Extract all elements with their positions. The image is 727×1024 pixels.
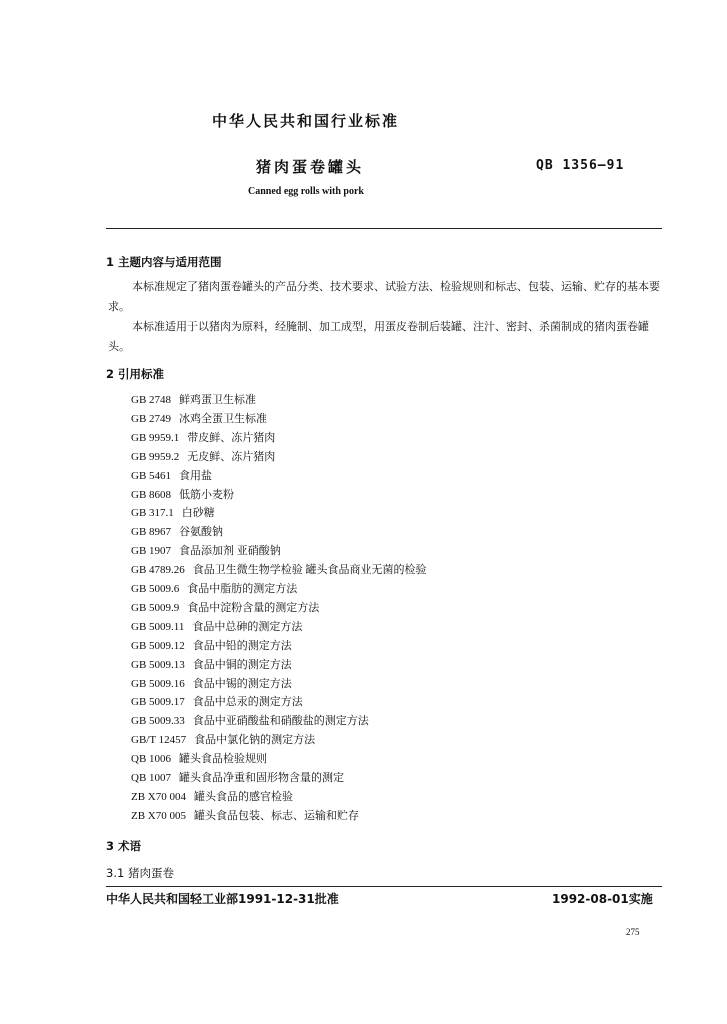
reference-code: GB 2749	[131, 412, 172, 425]
reference-code: GB/T 12457	[131, 734, 187, 747]
approval-statement: 中华人民共和国轻工业部1991-12-31批准	[106, 892, 339, 906]
reference-code: QB 1007	[131, 772, 172, 784]
reference-item	[131, 807, 359, 823]
document-code: QB 1356—91	[536, 158, 625, 173]
reference-name: 鲜鸡蛋卫生标准	[179, 394, 257, 406]
footer-divider	[106, 886, 662, 887]
reference-item	[131, 429, 275, 445]
reference-name: 罐头食品的感官检验	[194, 790, 293, 803]
reference-name: 食品中总汞的测定方法	[192, 696, 303, 709]
reference-item	[131, 504, 215, 520]
reference-code: GB 9959.2	[131, 450, 180, 463]
reference-item	[131, 731, 315, 747]
reference-item	[131, 750, 267, 766]
reference-code: GB 5009.33	[131, 715, 185, 728]
reference-item	[131, 448, 275, 464]
reference-code: QB 1006	[131, 753, 172, 766]
reference-name: 食品中铜的测定方法	[192, 658, 292, 671]
reference-code: ZB X70 004	[131, 790, 186, 803]
reference-item	[131, 637, 292, 653]
reference-code: GB 5009.11	[131, 620, 185, 633]
reference-item	[131, 712, 369, 728]
reference-name: 谷氨酸钠	[179, 526, 224, 539]
reference-code: GB 5009.16	[131, 677, 185, 690]
reference-item	[131, 693, 303, 709]
reference-name: 食品中氯化钠的测定方法	[194, 734, 316, 747]
reference-code: GB 5009.13	[131, 658, 185, 671]
reference-item	[131, 391, 256, 407]
reference-item	[131, 542, 281, 558]
reference-name: 低筋小麦粉	[179, 488, 235, 501]
reference-name: 食用盐	[179, 469, 213, 482]
standard-header-title: 中华人民共和国行业标准	[212, 112, 400, 130]
reference-item	[131, 523, 223, 539]
reference-name: 食品中淀粉含量的测定方法	[187, 601, 320, 614]
reference-item	[131, 467, 212, 483]
header-divider	[106, 228, 662, 229]
reference-code: GB 5009.6	[131, 583, 180, 595]
reference-code: GB 1907	[131, 545, 172, 558]
reference-name: 罐头食品检验规则	[179, 753, 268, 766]
reference-item	[131, 769, 344, 785]
reference-name: 食品中总砷的测定方法	[192, 620, 303, 633]
reference-code: GB 4789.26	[131, 564, 185, 577]
reference-item	[131, 599, 319, 615]
reference-item	[131, 410, 267, 426]
reference-name: 罐头食品包装、标志、运输和贮存	[194, 809, 359, 822]
reference-code: GB 2748	[131, 394, 172, 406]
section-3-1-title: 3.1 猪肉蛋卷	[106, 866, 174, 880]
reference-name: 食品中锡的测定方法	[192, 677, 292, 690]
reference-code: GB 8608	[131, 488, 172, 501]
reference-name: 带皮鲜、冻片猪肉	[187, 431, 276, 444]
reference-name: 食品中亚硝酸盐和硝酸盐的测定方法	[192, 715, 369, 728]
reference-item	[131, 618, 302, 634]
page-number: 275	[626, 927, 640, 937]
reference-name: 食品卫生微生物学检验 罐头食品商业无菌的检验	[192, 564, 427, 577]
reference-code: GB 8967	[131, 526, 172, 539]
reference-name: 冰鸡全蛋卫生标准	[179, 412, 268, 425]
reference-name: 白砂糖	[181, 507, 215, 520]
reference-code: GB 5009.17	[131, 696, 185, 709]
document-title: 猪肉蛋卷罐头	[256, 158, 365, 176]
section-3-title: 3 术语	[106, 839, 142, 853]
reference-item	[131, 675, 292, 691]
reference-name: 罐头食品净重和固形物含量的测定	[179, 772, 345, 784]
reference-name: 食品中铅的测定方法	[192, 639, 292, 652]
reference-name: 无皮鲜、冻片猪肉	[187, 450, 276, 463]
reference-item	[131, 580, 297, 596]
reference-item	[131, 656, 292, 672]
reference-item	[131, 561, 427, 577]
reference-code: ZB X70 005	[131, 809, 186, 822]
section-1-paragraph-1: 本标准规定了猪肉蛋卷罐头的产品分类、技术要求、试验方法、检验规则和标志、包装、运输、贮存的基本要求。	[108, 280, 660, 313]
reference-code: GB 5009.12	[131, 639, 185, 652]
reference-code: GB 9959.1	[131, 431, 180, 444]
section-1-title: 1 主题内容与适用范围	[106, 255, 222, 269]
reference-name: 食品中脂肪的测定方法	[187, 583, 298, 595]
document-subtitle: Canned egg rolls with pork	[248, 186, 364, 197]
section-1-paragraph-2: 本标准适用于以猪肉为原料，经腌制、加工成型，用蛋皮卷制后装罐、注汁、密封、杀菌制成的猪肉蛋卷罐头。	[108, 320, 649, 353]
section-2-title: 2 引用标准	[106, 367, 165, 381]
reference-item	[131, 486, 234, 502]
reference-item	[131, 788, 293, 804]
reference-code: GB 5461	[131, 469, 172, 482]
reference-name: 食品添加剂 亚硝酸钠	[179, 545, 281, 558]
effective-date: 1992-08-01实施	[552, 892, 653, 906]
reference-code: GB 317.1	[131, 507, 174, 520]
reference-code: GB 5009.9	[131, 601, 180, 614]
